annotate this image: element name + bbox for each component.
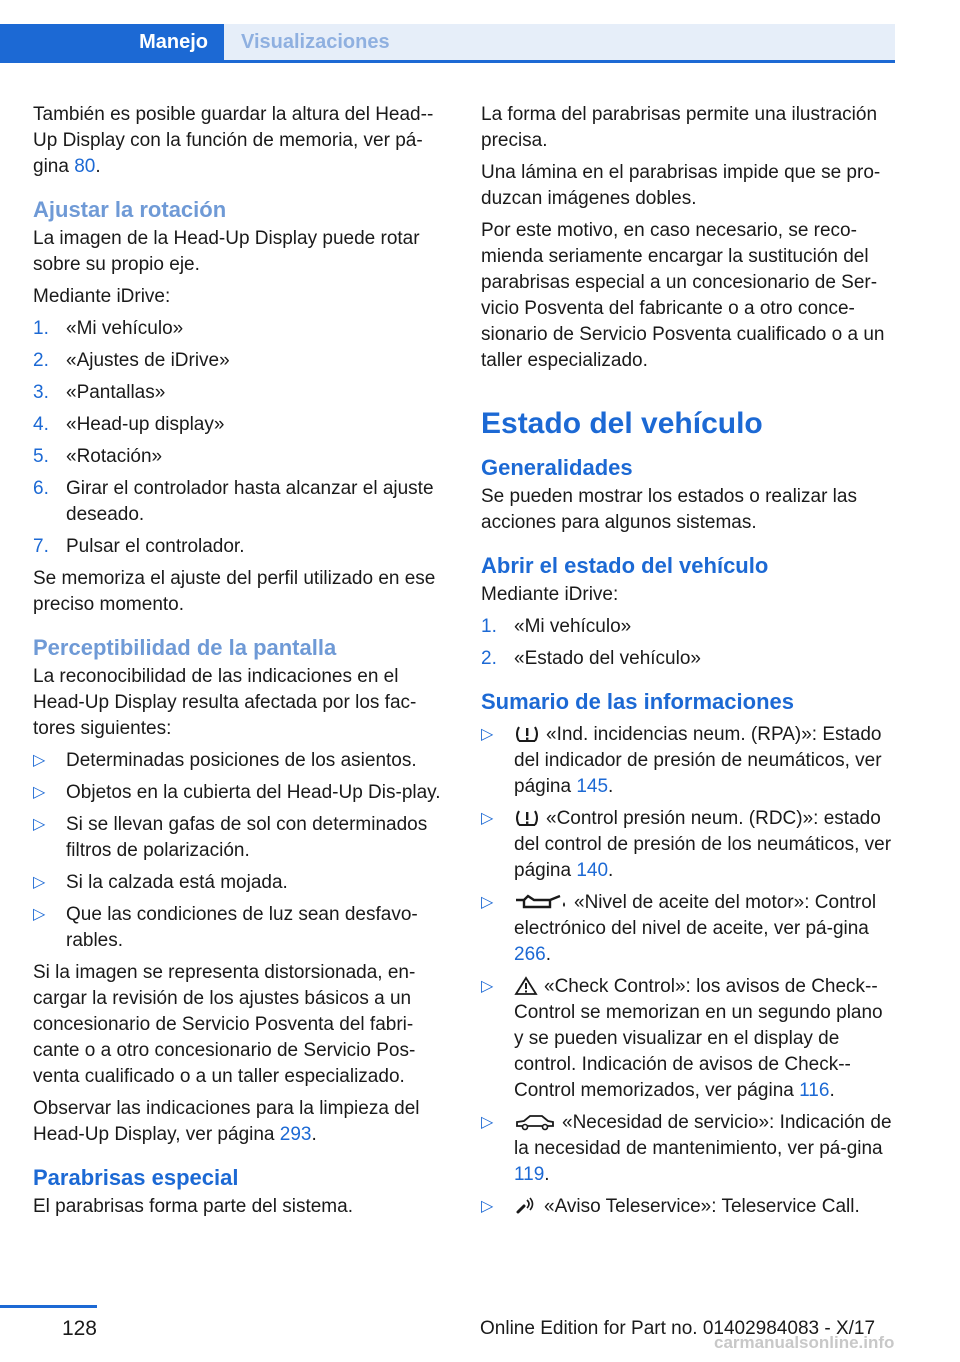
page-header (0, 24, 895, 62)
step-text: «Head-up display» (66, 414, 225, 435)
list-item (481, 1110, 896, 1188)
teleservice-icon (514, 1196, 538, 1216)
step-text: «Estado del vehículo» (514, 648, 701, 669)
rotation-steps (33, 316, 448, 560)
page-link-266[interactable]: 266 (514, 944, 546, 965)
step-number: 1. (33, 318, 49, 339)
list-item (33, 348, 448, 374)
info-text: «Ind. incidencias neum. (RPA)»: Estado del indicador de presión de neumáticos, ver página (514, 724, 882, 797)
heading-generalidades: Generalidades (481, 455, 633, 480)
page-link-145[interactable]: 145 (576, 776, 609, 797)
bullet-text: Objetos en la cubierta del Head-Up Dis-play. (66, 782, 441, 803)
heading-abrir-estado: Abrir el estado del vehículo (481, 553, 769, 578)
step-text: Girar el controlador hasta alcanzar el ajuste deseado. (66, 478, 434, 525)
info-text: «Control presión neum. (RDC)»: estado del control de presión de los neumáticos, ver página (514, 808, 892, 881)
page-link-80[interactable]: 80 (74, 156, 96, 177)
step-number: 6. (33, 478, 49, 499)
page-link-140[interactable]: 140 (576, 860, 609, 881)
page-link-119[interactable]: 119 (514, 1164, 545, 1185)
bullet-triangle-icon: ▷ (481, 726, 494, 743)
bullet-triangle-icon: ▷ (33, 752, 46, 769)
paragraph-end: . (95, 156, 101, 177)
footer-rule (0, 1305, 97, 1308)
list-item (33, 780, 448, 806)
step-text: «Mi vehículo» (514, 616, 632, 637)
paragraph-factors: La reconocibilidad de las indicaciones en el Head-Up Display resulta afectada por los fac-tores siguientes: (33, 666, 417, 739)
step-number: 7. (33, 536, 49, 557)
right-column (481, 102, 896, 1226)
bullet-triangle-icon: ▷ (33, 906, 46, 923)
list-item (481, 974, 896, 1104)
list-item (33, 476, 448, 528)
heading-sumario: Sumario de las informaciones (481, 689, 794, 714)
heading-parabrisas-especial: Parabrisas especial (33, 1165, 239, 1190)
bullet-triangle-icon: ▷ (481, 810, 494, 827)
info-end: . (545, 944, 551, 965)
paragraph-windshield-replace: Por este motivo, en caso necesario, se reco-mienda seriamente encargar la sustitución del parabrisas especial a un concesionario de Ser-vicio Posventa del fabricante o a otro conce-sionario de Servicio Posventa cualificado o a un taller especializado. (481, 220, 885, 371)
oil-level-icon (514, 892, 568, 912)
step-number: 2. (33, 350, 49, 371)
step-number: 5. (33, 446, 49, 467)
heading-perceptibilidad: Perceptibilidad de la pantalla (33, 635, 337, 660)
paragraph-end: . (311, 1124, 317, 1145)
watermark: carmanualsonline.info (714, 1333, 895, 1352)
bullet-text: Si se llevan gafas de sol con determinados filtros de polarización. (66, 814, 428, 861)
tire-pressure-icon (514, 724, 540, 744)
info-end: . (608, 776, 614, 797)
info-text: «Necesidad de servicio»: Indicación de la necesidad de mantenimiento, ver pá-gina (514, 1112, 892, 1159)
list-item (481, 614, 896, 640)
heading-ajustar-rotacion: Ajustar la rotación (33, 197, 227, 222)
info-end: . (544, 1164, 550, 1185)
info-list (481, 722, 896, 1220)
bullet-triangle-icon: ▷ (33, 784, 46, 801)
section-tab-visualizaciones[interactable]: Visualizaciones (224, 24, 895, 60)
step-text: «Ajustes de iDrive» (66, 350, 230, 371)
bullet-text: Que las condiciones de luz sean desfavo-rables. (66, 904, 418, 951)
step-number: 1. (481, 616, 497, 637)
bullet-triangle-icon: ▷ (33, 874, 46, 891)
paragraph-windshield-film: Una lámina en el parabrisas impide que se pro-duzcan imágenes dobles. (481, 162, 881, 209)
paragraph-memory (33, 102, 448, 180)
step-text: «Pantallas» (66, 382, 166, 403)
page-link-116[interactable]: 116 (799, 1080, 830, 1101)
header-rule (0, 60, 895, 63)
list-item (33, 870, 448, 896)
info-text: «Aviso Teleservice»: Teleservice Call. (544, 1196, 860, 1217)
paragraph-idrive: Mediante iDrive: (481, 584, 619, 605)
page-number: 128 (61, 1317, 97, 1340)
bullet-triangle-icon: ▷ (481, 1198, 494, 1215)
step-number: 4. (33, 414, 49, 435)
bullet-text: Determinadas posiciones de los asientos. (66, 750, 417, 771)
list-item (33, 534, 448, 560)
step-text: Pulsar el controlador. (66, 536, 245, 557)
paragraph-text: Observar las indicaciones para la limpieza del Head-Up Display, ver página (33, 1098, 420, 1145)
step-number: 2. (481, 648, 497, 669)
info-text: «Nivel de aceite del motor»: Control electrónico del nivel de aceite, ver pá-gina (514, 892, 877, 939)
paragraph-distortion: Si la imagen se representa distorsionada, en-cargar la revisión de los ajustes básicos a un concesionario de Servicio Posventa del fabri-cante o a otro concesionario de Servicio Pos-venta cualificado o a un taller especializado. (33, 962, 416, 1087)
bullet-triangle-icon: ▷ (33, 816, 46, 833)
paragraph-profile: Se memoriza el ajuste del perfil utilizado en ese preciso momento. (33, 568, 436, 615)
factor-list (33, 748, 448, 954)
paragraph-cleaning (33, 1096, 448, 1148)
paragraph-text: También es posible guardar la altura del Head--Up Display con la función de memoria, ver pá-gina (33, 104, 434, 177)
list-item (481, 1194, 896, 1220)
step-text: «Rotación» (66, 446, 163, 467)
info-end: . (829, 1080, 835, 1101)
list-item (481, 646, 896, 672)
paragraph-windshield: El parabrisas forma parte del sistema. (33, 1196, 353, 1217)
step-text: «Mi vehículo» (66, 318, 184, 339)
paragraph-idrive: Mediante iDrive: (33, 286, 171, 307)
service-car-icon (514, 1112, 556, 1132)
list-item (481, 722, 896, 800)
paragraph-windshield-shape: La forma del parabrisas permite una ilustración precisa. (481, 104, 878, 151)
bullet-triangle-icon: ▷ (481, 894, 494, 911)
tire-pressure-icon (514, 808, 540, 828)
page-link-293[interactable]: 293 (279, 1124, 312, 1145)
info-end: . (608, 860, 614, 881)
list-item (33, 316, 448, 342)
open-status-steps (481, 614, 896, 672)
edition-note: Online Edition for Part no. 01402984083 - X/17 (480, 1318, 876, 1339)
bullet-text: Si la calzada está mojada. (66, 872, 288, 893)
left-column (33, 102, 448, 1226)
list-item (481, 890, 896, 968)
info-text: «Check Control»: los avisos de Check--Control se memorizan en un segundo plano y se pueden visualizar en el display de control. Indicación de avisos de Check--Control memorizados, ver página (514, 976, 883, 1101)
list-item (33, 444, 448, 470)
list-item (481, 806, 896, 884)
warning-triangle-icon (514, 976, 538, 996)
heading-estado-vehiculo: Estado del vehículo (481, 407, 763, 440)
chapter-tab-manejo[interactable]: Manejo (0, 24, 224, 60)
list-item (33, 812, 448, 864)
bullet-triangle-icon: ▷ (481, 1114, 494, 1131)
paragraph-rotation: La imagen de la Head-Up Display puede rotar sobre su propio eje. (33, 228, 420, 275)
list-item (33, 412, 448, 438)
list-item (33, 902, 448, 954)
paragraph-general: Se pueden mostrar los estados o realizar las acciones para algunos sistemas. (481, 486, 857, 533)
step-number: 3. (33, 382, 49, 403)
list-item (33, 380, 448, 406)
list-item (33, 748, 448, 774)
bullet-triangle-icon: ▷ (481, 978, 494, 995)
